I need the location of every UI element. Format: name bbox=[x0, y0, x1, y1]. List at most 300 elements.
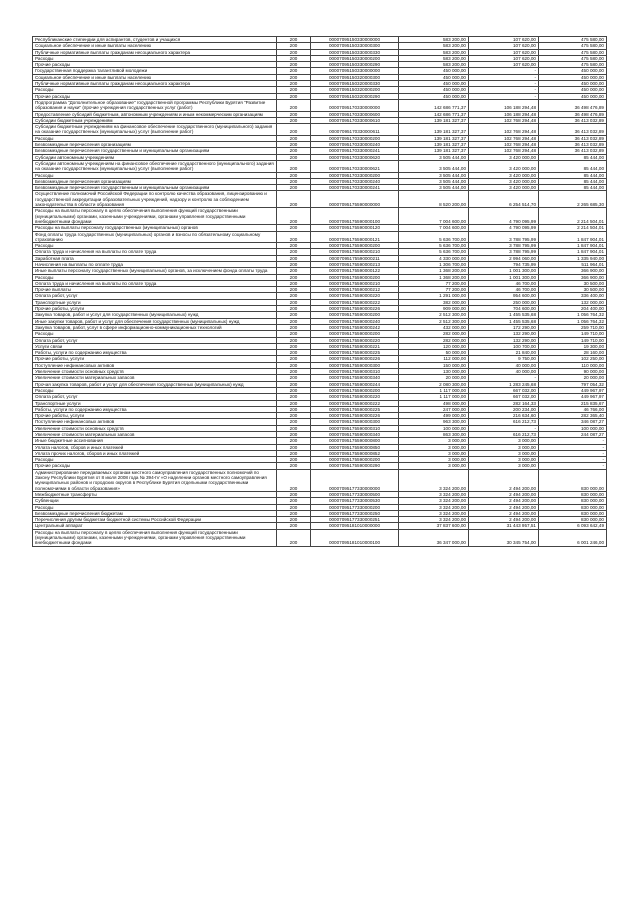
row-executed-cell: 250 000,00 bbox=[469, 299, 539, 305]
row-kbk-cell: 00007095175590000200 bbox=[311, 457, 399, 463]
row-kbk-cell: 00007095170330000600 bbox=[311, 111, 399, 117]
row-name-cell: Осуществление полномочий Российской Федерации по контролю качества образования, лицензированию и государственной аккредитации образовательных учреждений, надзору и контролю за соблюдением законодательства в области образования bbox=[33, 191, 277, 208]
row-code-cell: 200 bbox=[277, 49, 311, 55]
row-code-cell: 200 bbox=[277, 444, 311, 450]
row-approved-cell: 3 505 444,00 bbox=[399, 160, 469, 172]
row-approved-cell: 1 306 700,00 bbox=[399, 261, 469, 267]
row-code-cell: 200 bbox=[277, 491, 311, 497]
row-remaining-cell: 36 413 032,89 bbox=[539, 135, 607, 141]
row-code-cell: 200 bbox=[277, 394, 311, 400]
row-code-cell: 200 bbox=[277, 498, 311, 504]
row-kbk-cell: 00007095175590000200 bbox=[311, 274, 399, 280]
row-executed-cell: 3 420 000,00 bbox=[469, 154, 539, 160]
row-name-cell: Оплата труда и начисления на выплаты по оплате труда bbox=[33, 249, 277, 255]
row-executed-cell: 794 735,99 bbox=[469, 261, 539, 267]
row-approved-cell: 4 330 000,00 bbox=[399, 255, 469, 261]
row-approved-cell: 77 200,00 bbox=[399, 287, 469, 293]
row-executed-cell: 107 620,00 bbox=[469, 43, 539, 49]
row-remaining-cell: 215 835,67 bbox=[539, 400, 607, 406]
row-remaining-cell: 36 413 032,89 bbox=[539, 148, 607, 154]
row-executed-cell: 100 700,00 bbox=[469, 343, 539, 349]
row-kbk-cell: 00007095175590000222 bbox=[311, 299, 399, 305]
row-remaining-cell: 102 250,00 bbox=[539, 356, 607, 362]
row-approved-cell: 583 200,00 bbox=[399, 37, 469, 43]
row-remaining-cell: 85 444,00 bbox=[539, 160, 607, 172]
row-name-cell: Социальное обеспечение и иные выплаты населению bbox=[33, 43, 277, 49]
row-kbk-cell: 00007095177330000500 bbox=[311, 491, 399, 497]
row-name-cell: Расходы bbox=[33, 87, 277, 93]
row-approved-cell: 7 004 600,00 bbox=[399, 225, 469, 231]
row-executed-cell: 21 840,00 bbox=[469, 350, 539, 356]
row-kbk-cell: 00007095175590000852 bbox=[311, 450, 399, 456]
row-kbk-cell: 00007095150330000300 bbox=[311, 43, 399, 49]
row-approved-cell: 77 200,00 bbox=[399, 280, 469, 286]
row-approved-cell: 50 000,00 bbox=[399, 350, 469, 356]
row-code-cell: 200 bbox=[277, 185, 311, 191]
row-name-cell: Расходы bbox=[33, 387, 277, 393]
row-code-cell: 200 bbox=[277, 343, 311, 349]
row-executed-cell: 3 000,00 bbox=[469, 457, 539, 463]
row-approved-cell: 3 000,00 bbox=[399, 463, 469, 469]
row-code-cell: 200 bbox=[277, 306, 311, 312]
row-executed-cell: 40 000,00 bbox=[469, 369, 539, 375]
row-name-cell: Прочие расходы bbox=[33, 62, 277, 68]
row-code-cell: 200 bbox=[277, 74, 311, 80]
row-kbk-cell: 00007095175590000226 bbox=[311, 306, 399, 312]
row-remaining-cell: 1 056 764,32 bbox=[539, 312, 607, 318]
row-kbk-cell: 00007095175590000200 bbox=[311, 387, 399, 393]
row-code-cell: 200 bbox=[277, 135, 311, 141]
row-kbk-cell: 00007095175590000225 bbox=[311, 350, 399, 356]
row-kbk-cell: 00007095170330000611 bbox=[311, 124, 399, 136]
row-kbk-cell: 00007095170330000200 bbox=[311, 172, 399, 178]
row-kbk-cell: 00007095170330000241 bbox=[311, 148, 399, 154]
row-executed-cell: 2 494 200,00 bbox=[469, 469, 539, 491]
row-executed-cell: 616 212,73 bbox=[469, 432, 539, 438]
row-code-cell: 200 bbox=[277, 438, 311, 444]
row-executed-cell: 200 234,00 bbox=[469, 406, 539, 412]
row-name-cell: Прочие работы, услуги bbox=[33, 413, 277, 419]
row-kbk-cell: 00007095175590000340 bbox=[311, 375, 399, 381]
row-remaining-cell: 149 710,00 bbox=[539, 337, 607, 343]
row-kbk-cell: 00007095175590000122 bbox=[311, 268, 399, 274]
row-kbk-cell: 00007095150330000000 bbox=[311, 68, 399, 74]
row-executed-cell: 30 345 754,00 bbox=[469, 529, 539, 546]
row-executed-cell: 46 700,00 bbox=[469, 287, 539, 293]
row-code-cell: 200 bbox=[277, 287, 311, 293]
row-remaining-cell: 366 900,00 bbox=[539, 268, 607, 274]
row-code-cell: 200 bbox=[277, 457, 311, 463]
table-row bbox=[33, 191, 607, 208]
row-remaining-cell: 830 000,00 bbox=[539, 469, 607, 491]
row-executed-cell: 2 994 060,00 bbox=[469, 255, 539, 261]
table-row bbox=[33, 99, 607, 111]
row-kbk-cell: 00007095175590000100 bbox=[311, 208, 399, 225]
row-approved-cell: 7 004 600,00 bbox=[399, 208, 469, 225]
row-code-cell: 200 bbox=[277, 231, 311, 243]
row-approved-cell: 909 000,00 bbox=[399, 306, 469, 312]
row-remaining-cell: 85 444,00 bbox=[539, 185, 607, 191]
row-remaining-cell: 28 160,00 bbox=[539, 350, 607, 356]
row-kbk-cell: 00007095175590000222 bbox=[311, 400, 399, 406]
row-executed-cell: 132 290,00 bbox=[469, 337, 539, 343]
row-kbk-cell: 00007095150320000290 bbox=[311, 93, 399, 99]
row-kbk-cell: 00007095175590000210 bbox=[311, 249, 399, 255]
row-name-cell: Закупка товаров, работ и услуг для государственных (муниципальных) нужд bbox=[33, 312, 277, 318]
row-approved-cell: 3 324 200,00 bbox=[399, 498, 469, 504]
row-remaining-cell: 450 000,00 bbox=[539, 81, 607, 87]
row-executed-cell: 106 188 294,48 bbox=[469, 99, 539, 111]
row-code-cell: 200 bbox=[277, 324, 311, 330]
row-executed-cell: - bbox=[469, 375, 539, 381]
row-executed-cell: 216 634,60 bbox=[469, 413, 539, 419]
row-code-cell: 200 bbox=[277, 293, 311, 299]
row-kbk-cell: 00007095177330000200 bbox=[311, 504, 399, 510]
row-name-cell: Расходы bbox=[33, 504, 277, 510]
row-approved-cell: 432 000,00 bbox=[399, 324, 469, 330]
row-executed-cell: 3 788 795,99 bbox=[469, 243, 539, 249]
row-approved-cell: 450 000,00 bbox=[399, 87, 469, 93]
row-code-cell: 200 bbox=[277, 111, 311, 117]
row-approved-cell: 450 000,00 bbox=[399, 74, 469, 80]
table-body bbox=[33, 37, 607, 547]
row-name-cell: Перечисления другим бюджетам бюджетной системы Российской Федерации bbox=[33, 517, 277, 523]
table-row bbox=[33, 231, 607, 243]
row-approved-cell: 139 181 327,37 bbox=[399, 124, 469, 136]
table-row bbox=[33, 124, 607, 136]
row-remaining-cell: 475 580,00 bbox=[539, 49, 607, 55]
row-code-cell: 200 bbox=[277, 37, 311, 43]
row-kbk-cell: 00007095181010000000 bbox=[311, 523, 399, 529]
row-name-cell: Работы, услуги по содержанию имущества bbox=[33, 350, 277, 356]
row-code-cell: 200 bbox=[277, 469, 311, 491]
row-name-cell: Иные бюджетные ассигнования bbox=[33, 438, 277, 444]
row-name-cell: Увеличение стоимости основных средств bbox=[33, 425, 277, 431]
row-executed-cell: 1 001 300,00 bbox=[469, 268, 539, 274]
row-approved-cell: 1 368 200,00 bbox=[399, 274, 469, 280]
row-code-cell: 200 bbox=[277, 406, 311, 412]
table-row bbox=[33, 529, 607, 546]
row-approved-cell: 583 200,00 bbox=[399, 55, 469, 61]
row-executed-cell: 667 032,00 bbox=[469, 387, 539, 393]
row-code-cell: 200 bbox=[277, 154, 311, 160]
row-name-cell: Безвозмездные перечисления государственным и муниципальным организациям bbox=[33, 185, 277, 191]
row-approved-cell: 499 000,00 bbox=[399, 413, 469, 419]
row-remaining-cell: 36 498 476,89 bbox=[539, 111, 607, 117]
row-name-cell: Прочие работы, услуги bbox=[33, 306, 277, 312]
row-name-cell: Прочие выплаты bbox=[33, 287, 277, 293]
row-remaining-cell: 30 500,00 bbox=[539, 287, 607, 293]
row-code-cell: 200 bbox=[277, 124, 311, 136]
row-remaining-cell: 450 000,00 bbox=[539, 68, 607, 74]
row-executed-cell: 107 620,00 bbox=[469, 62, 539, 68]
row-kbk-cell: 00007095175590000310 bbox=[311, 369, 399, 375]
row-executed-cell: 40 000,00 bbox=[469, 362, 539, 368]
row-remaining-cell: 149 710,00 bbox=[539, 331, 607, 337]
row-name-cell: Публичные нормативные выплаты гражданам несоциального характера bbox=[33, 49, 277, 55]
row-name-cell: Работы, услуги по содержанию имущества bbox=[33, 406, 277, 412]
row-remaining-cell: 36 413 032,89 bbox=[539, 142, 607, 148]
row-kbk-cell: 00007095175590000200 bbox=[311, 331, 399, 337]
row-name-cell: Безвозмездные перечисления организациям bbox=[33, 178, 277, 184]
row-remaining-cell: 36 498 476,89 bbox=[539, 99, 607, 111]
row-remaining-cell: 449 967,97 bbox=[539, 394, 607, 400]
row-approved-cell: 247 000,00 bbox=[399, 406, 469, 412]
row-approved-cell: 3 000,00 bbox=[399, 450, 469, 456]
row-name-cell: Государственная поддержка талантливой молодежи bbox=[33, 68, 277, 74]
row-name-cell: Безвозмездные перечисления организациям bbox=[33, 142, 277, 148]
row-remaining-cell: - bbox=[539, 463, 607, 469]
row-executed-cell: 102 768 294,48 bbox=[469, 142, 539, 148]
row-approved-cell: 36 347 000,00 bbox=[399, 529, 469, 546]
row-code-cell: 200 bbox=[277, 337, 311, 343]
row-executed-cell: 2 494 200,00 bbox=[469, 498, 539, 504]
row-name-cell: Прочие расходы bbox=[33, 93, 277, 99]
row-kbk-cell: 00007095175590000244 bbox=[311, 381, 399, 387]
row-code-cell: 200 bbox=[277, 191, 311, 208]
row-executed-cell: - bbox=[469, 93, 539, 99]
row-code-cell: 200 bbox=[277, 274, 311, 280]
row-code-cell: 200 bbox=[277, 523, 311, 529]
row-approved-cell: 139 181 327,37 bbox=[399, 135, 469, 141]
row-kbk-cell: 00007095175590000221 bbox=[311, 343, 399, 349]
row-approved-cell: 3 505 444,00 bbox=[399, 178, 469, 184]
row-remaining-cell: 282 365,40 bbox=[539, 413, 607, 419]
row-name-cell: Расходы на выплаты персоналу в целях обеспечения выполнения функций государственными (муниципальными) органами, казенными учреждениями, органами управления государственными внебюджетными фондами bbox=[33, 208, 277, 225]
row-approved-cell: 863 300,00 bbox=[399, 432, 469, 438]
row-remaining-cell: 100 000,00 bbox=[539, 425, 607, 431]
row-executed-cell: 172 290,00 bbox=[469, 324, 539, 330]
row-approved-cell: 1 368 200,00 bbox=[399, 268, 469, 274]
row-kbk-cell: 00007095170330000241 bbox=[311, 185, 399, 191]
row-executed-cell: 1 001 300,00 bbox=[469, 274, 539, 280]
row-kbk-cell: 00007095175590000211 bbox=[311, 255, 399, 261]
row-code-cell: 200 bbox=[277, 400, 311, 406]
row-code-cell: 200 bbox=[277, 68, 311, 74]
row-approved-cell: 5 636 700,00 bbox=[399, 243, 469, 249]
row-name-cell: Услуги связи bbox=[33, 343, 277, 349]
row-code-cell: 200 bbox=[277, 81, 311, 87]
row-executed-cell: 616 212,73 bbox=[469, 419, 539, 425]
row-executed-cell: - bbox=[469, 87, 539, 93]
row-approved-cell: 1 291 000,00 bbox=[399, 293, 469, 299]
row-name-cell: Республиканские стипендии для аспирантов, студентов и учащихся bbox=[33, 37, 277, 43]
row-executed-cell: 2 494 200,00 bbox=[469, 504, 539, 510]
row-code-cell: 200 bbox=[277, 280, 311, 286]
row-remaining-cell: - bbox=[539, 450, 607, 456]
row-kbk-cell: 00007095175590000340 bbox=[311, 432, 399, 438]
row-kbk-cell: 00007095150320000200 bbox=[311, 87, 399, 93]
row-name-cell: Закупка товаров, работ, услуг в сфере информационно-коммуникационных технологий bbox=[33, 324, 277, 330]
row-name-cell: Транспортные услуги bbox=[33, 299, 277, 305]
row-kbk-cell: 00007095175590000300 bbox=[311, 419, 399, 425]
row-code-cell: 200 bbox=[277, 529, 311, 546]
row-remaining-cell: 797 054,32 bbox=[539, 381, 607, 387]
row-code-cell: 200 bbox=[277, 249, 311, 255]
row-code-cell: 200 bbox=[277, 504, 311, 510]
row-executed-cell: 132 290,00 bbox=[469, 331, 539, 337]
row-executed-cell: 3 420 000,00 bbox=[469, 185, 539, 191]
row-remaining-cell: 90 000,00 bbox=[539, 369, 607, 375]
row-kbk-cell: 00007095175590000220 bbox=[311, 293, 399, 299]
row-code-cell: 200 bbox=[277, 243, 311, 249]
row-approved-cell: 3 505 444,00 bbox=[399, 185, 469, 191]
row-approved-cell: 498 000,00 bbox=[399, 400, 469, 406]
row-remaining-cell: 830 000,00 bbox=[539, 498, 607, 504]
row-kbk-cell: 00007095177330000251 bbox=[311, 517, 399, 523]
row-remaining-cell: 475 580,00 bbox=[539, 43, 607, 49]
row-name-cell: Расходы bbox=[33, 243, 277, 249]
row-approved-cell: 3 000,00 bbox=[399, 457, 469, 463]
row-name-cell: Начисления на выплаты по оплате труда bbox=[33, 261, 277, 267]
row-executed-cell: 2 494 200,00 bbox=[469, 517, 539, 523]
row-kbk-cell: 00007095170330000000 bbox=[311, 99, 399, 111]
table-row bbox=[33, 469, 607, 491]
row-remaining-cell: 1 335 940,00 bbox=[539, 255, 607, 261]
row-remaining-cell: 830 000,00 bbox=[539, 517, 607, 523]
row-approved-cell: 583 200,00 bbox=[399, 49, 469, 55]
row-executed-cell: 3 788 795,99 bbox=[469, 231, 539, 243]
row-code-cell: 200 bbox=[277, 99, 311, 111]
row-executed-cell: 106 188 294,48 bbox=[469, 111, 539, 117]
row-name-cell: Расходы bbox=[33, 172, 277, 178]
row-kbk-cell: 00007095175590000000 bbox=[311, 191, 399, 208]
row-remaining-cell: 830 000,00 bbox=[539, 491, 607, 497]
row-code-cell: 200 bbox=[277, 87, 311, 93]
row-kbk-cell: 00007095175590000210 bbox=[311, 280, 399, 286]
row-code-cell: 200 bbox=[277, 299, 311, 305]
row-code-cell: 200 bbox=[277, 517, 311, 523]
row-approved-cell: 1 117 000,00 bbox=[399, 387, 469, 393]
row-executed-cell: 3 000,00 bbox=[469, 463, 539, 469]
row-kbk-cell: 00007095175590000220 bbox=[311, 394, 399, 400]
row-remaining-cell: 830 000,00 bbox=[539, 504, 607, 510]
row-executed-cell: 31 443 957,51 bbox=[469, 523, 539, 529]
row-approved-cell: 20 000,00 bbox=[399, 375, 469, 381]
row-name-cell: Субсидии бюджетным учреждениям на финансовое обеспечение государственного (муниципального) задания на оказание государственных (муниципальных) услуг (выполнение работ) bbox=[33, 124, 277, 136]
row-remaining-cell: 1 847 904,01 bbox=[539, 231, 607, 243]
row-remaining-cell: 475 580,00 bbox=[539, 37, 607, 43]
row-approved-cell: 5 636 700,00 bbox=[399, 231, 469, 243]
row-remaining-cell: - bbox=[539, 444, 607, 450]
row-executed-cell: 667 032,00 bbox=[469, 394, 539, 400]
row-name-cell: Предоставление субсидий бюджетным, автономным учреждениям и иным некоммерческим организациям bbox=[33, 111, 277, 117]
row-code-cell: 200 bbox=[277, 425, 311, 431]
row-kbk-cell: 00007095175590000800 bbox=[311, 438, 399, 444]
row-code-cell: 200 bbox=[277, 381, 311, 387]
row-approved-cell: 139 181 327,37 bbox=[399, 142, 469, 148]
row-name-cell: Субсидии бюджетным учреждениям bbox=[33, 117, 277, 123]
row-kbk-cell: 00007095175590000290 bbox=[311, 463, 399, 469]
row-code-cell: 200 bbox=[277, 255, 311, 261]
row-remaining-cell: 259 710,00 bbox=[539, 324, 607, 330]
row-executed-cell: 102 768 294,48 bbox=[469, 135, 539, 141]
row-approved-cell: 450 000,00 bbox=[399, 81, 469, 87]
row-name-cell: Поступление нефинансовых активов bbox=[33, 362, 277, 368]
row-remaining-cell: - bbox=[539, 457, 607, 463]
row-name-cell: Прочие расходы bbox=[33, 463, 277, 469]
row-code-cell: 200 bbox=[277, 208, 311, 225]
row-executed-cell: 3 000,00 bbox=[469, 444, 539, 450]
row-kbk-cell: 00007095175590000226 bbox=[311, 356, 399, 362]
row-code-cell: 200 bbox=[277, 172, 311, 178]
row-kbk-cell: 00007095150330000290 bbox=[311, 62, 399, 68]
row-remaining-cell: 204 400,00 bbox=[539, 306, 607, 312]
row-remaining-cell: 475 580,00 bbox=[539, 55, 607, 61]
row-name-cell: Заработная плата bbox=[33, 255, 277, 261]
row-approved-cell: 3 324 200,00 bbox=[399, 504, 469, 510]
row-approved-cell: 142 686 771,37 bbox=[399, 111, 469, 117]
table-row bbox=[33, 208, 607, 225]
row-kbk-cell: 00007095150330000330 bbox=[311, 49, 399, 55]
row-remaining-cell: 6 001 246,00 bbox=[539, 529, 607, 546]
row-approved-cell: 3 505 444,00 bbox=[399, 172, 469, 178]
row-name-cell: Расходы bbox=[33, 457, 277, 463]
row-kbk-cell: 00007095170330000621 bbox=[311, 160, 399, 172]
row-kbk-cell: 00007095150330000200 bbox=[311, 55, 399, 61]
row-remaining-cell: 110 000,00 bbox=[539, 362, 607, 368]
row-approved-cell: 2 512 300,00 bbox=[399, 318, 469, 324]
row-name-cell: Увеличение стоимости материальных запасов bbox=[33, 432, 277, 438]
row-approved-cell: 2 080 300,00 bbox=[399, 381, 469, 387]
row-approved-cell: 1 117 000,00 bbox=[399, 394, 469, 400]
row-executed-cell: 2 494 200,00 bbox=[469, 510, 539, 516]
row-approved-cell: 139 181 327,37 bbox=[399, 117, 469, 123]
row-remaining-cell: 36 413 032,89 bbox=[539, 124, 607, 136]
row-remaining-cell: 1 847 904,01 bbox=[539, 249, 607, 255]
row-code-cell: 200 bbox=[277, 510, 311, 516]
row-name-cell: Администрирование передаваемых органам местного самоуправления государственных полномочий по Закону Республики Бурятия от 8 июля 2008 года № 394-IV «О наделении органов местного самоуправления муниципальных районов и городских округов в Республике Бурятия отдельными государственными полномочиями в области образования» bbox=[33, 469, 277, 491]
row-remaining-cell: 244 087,27 bbox=[539, 432, 607, 438]
row-kbk-cell: 00007095175590000226 bbox=[311, 413, 399, 419]
row-name-cell: Публичные нормативные выплаты гражданам несоциального характера bbox=[33, 81, 277, 87]
row-code-cell: 200 bbox=[277, 261, 311, 267]
row-remaining-cell: 85 444,00 bbox=[539, 172, 607, 178]
row-name-cell: Субвенции bbox=[33, 498, 277, 504]
row-kbk-cell: 00007095175590000310 bbox=[311, 425, 399, 431]
row-kbk-cell: 00007095175590000120 bbox=[311, 225, 399, 231]
row-approved-cell: 150 000,00 bbox=[399, 362, 469, 368]
row-remaining-cell: 2 214 504,01 bbox=[539, 225, 607, 231]
row-name-cell: Оплата работ, услуг bbox=[33, 394, 277, 400]
row-approved-cell: 120 000,00 bbox=[399, 343, 469, 349]
row-executed-cell: - bbox=[469, 74, 539, 80]
row-name-cell: Оплата труда и начисления на выплаты по оплате труда bbox=[33, 280, 277, 286]
row-remaining-cell: 36 413 032,89 bbox=[539, 117, 607, 123]
row-executed-cell: 6 254 514,70 bbox=[469, 191, 539, 208]
row-executed-cell: 282 164,33 bbox=[469, 400, 539, 406]
row-executed-cell: 107 620,00 bbox=[469, 55, 539, 61]
row-name-cell: Расходы bbox=[33, 274, 277, 280]
row-kbk-cell: 00007095150320000300 bbox=[311, 74, 399, 80]
row-kbk-cell: 00007095175590000213 bbox=[311, 261, 399, 267]
row-name-cell: Иные закупки товаров, работ и услуг для обеспечения государственных (муниципальных) нужд bbox=[33, 318, 277, 324]
row-code-cell: 200 bbox=[277, 268, 311, 274]
row-name-cell: Иные выплаты персоналу государственных (муниципальных) органов, за исключением фонда оплаты труда bbox=[33, 268, 277, 274]
row-remaining-cell: 19 300,00 bbox=[539, 343, 607, 349]
row-executed-cell: 3 420 000,00 bbox=[469, 160, 539, 172]
row-approved-cell: 8 520 200,00 bbox=[399, 191, 469, 208]
row-approved-cell: 3 324 200,00 bbox=[399, 491, 469, 497]
row-kbk-cell: 00007095175590000121 bbox=[311, 231, 399, 243]
row-code-cell: 200 bbox=[277, 375, 311, 381]
row-approved-cell: 37 837 600,00 bbox=[399, 523, 469, 529]
row-kbk-cell: 00007095177330000250 bbox=[311, 510, 399, 516]
row-executed-cell: 4 790 095,99 bbox=[469, 208, 539, 225]
row-name-cell: Расходы на выплаты персоналу государственных (муниципальных) органов bbox=[33, 225, 277, 231]
row-remaining-cell: 30 500,00 bbox=[539, 280, 607, 286]
row-executed-cell: 954 600,00 bbox=[469, 293, 539, 299]
